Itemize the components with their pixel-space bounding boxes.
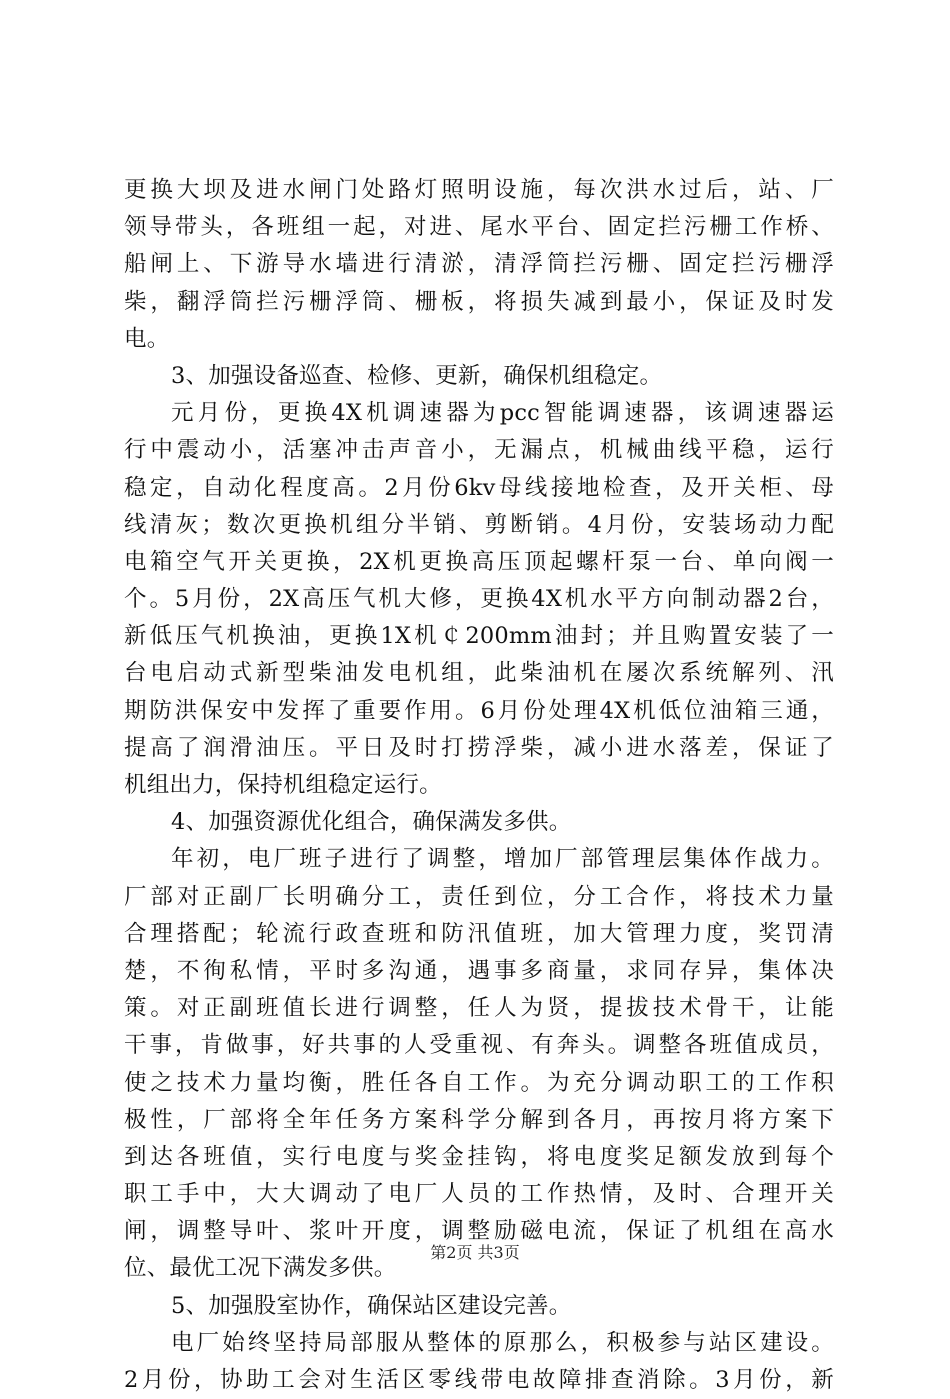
document-body <box>124 172 834 1399</box>
text-line: 2月份，协助工会对生活区零线带电故障排查消除。3月份，新 <box>124 1367 834 1393</box>
text-line: 楚，不徇私情，平时多沟通，遇事多商量，求同存异，集体决 <box>124 957 834 984</box>
text-line: 电厂始终坚持局部服从整体的原那么，积极参与站区建设。 <box>171 1329 834 1356</box>
text-line: 电。 <box>124 325 170 352</box>
text-line: 极性，厂部将全年任务方案科学分解到各月，再按月将方案下 <box>124 1106 834 1133</box>
text-line: 电箱空气开关更换，2X机更换高压顶起螺杆泵一台、单向阀一 <box>124 548 834 575</box>
text-line: 线清灰；数次更换机组分半销、剪断销。4月份，安装场动力配 <box>124 511 834 538</box>
text-line: 更换大坝及进水闸门处路灯照明设施，每次洪水过后，站、厂 <box>124 177 834 203</box>
text-line: 年初，电厂班子进行了调整，增加厂部管理层集体作战力。 <box>171 846 834 873</box>
text-line: 新低压气机换油，更换1X机￠200mm油封；并且购置安装了一 <box>124 623 834 650</box>
section-heading: 4、加强资源优化组合，确保满发多供。 <box>171 809 572 836</box>
text-line: 合理搭配；轮流行政查班和防汛值班，加大管理力度，奖罚清 <box>124 920 834 947</box>
text-line: 船闸上、下游导水墙进行清淤，清浮筒拦污栅、固定拦污栅浮 <box>124 251 834 278</box>
text-line: 行中震动小，活塞冲击声音小，无漏点，机械曲线平稳，运行 <box>124 437 834 464</box>
text-line: 台电启动式新型柴油发电机组，此柴油机在屡次系统解列、汛 <box>124 660 834 687</box>
text-line: 柴，翻浮筒拦污栅浮筒、栅板，将损失减到最小，保证及时发 <box>124 288 834 315</box>
section-heading: 5、加强股室协作，确保站区建设完善。 <box>171 1292 572 1319</box>
text-line: 职工手中，大大调动了电厂人员的工作热情，及时、合理开关 <box>124 1181 834 1208</box>
text-line: 个。5月份，2X高压气机大修，更换4X机水平方向制动器2台， <box>124 586 834 613</box>
text-line: 策。对正副班值长进行调整，任人为贤，提拔技术骨干，让能 <box>124 995 834 1022</box>
text-line: 领导带头，各班组一起，对进、尾水平台、固定拦污栅工作桥、 <box>124 214 834 241</box>
text-line: 干事，肯做事，好共事的人受重视、有奔头。调整各班值成员， <box>124 1032 834 1059</box>
text-line: 厂部对正副厂长明确分工，责任到位，分工合作，将技术力量 <box>124 883 834 910</box>
text-line: 位、最优工况下满发多供。 <box>124 1255 397 1282</box>
text-line: 使之技术力量均衡，胜任各自工作。为充分调动职工的工作积 <box>124 1069 834 1096</box>
text-line: 闸，调整导叶、浆叶开度，调整励磁电流，保证了机组在高水 <box>124 1218 834 1245</box>
text-line: 稳定，自动化程度高。2月份6kv母线接地检查，及开关柜、母 <box>124 474 834 501</box>
text-line: 机组出力，保持机组稳定运行。 <box>124 772 442 798</box>
page-number-footer: 第2页 共3页 <box>430 1243 520 1262</box>
text-line: 到达各班值，实行电度与奖金挂钩，将电度奖足额发放到每个 <box>124 1143 834 1170</box>
text-line: 元月份，更换4X机调速器为pcc智能调速器，该调速器运 <box>171 400 834 427</box>
text-line: 期防洪保安中发挥了重要作用。6月份处理4X机低位油箱三通， <box>124 697 834 724</box>
text-line: 提高了润滑油压。平日及时打捞浮柴，减小进水落差，保证了 <box>124 734 834 761</box>
section-heading: 3、加强设备巡查、检修、更新，确保机组稳定。 <box>171 362 663 389</box>
